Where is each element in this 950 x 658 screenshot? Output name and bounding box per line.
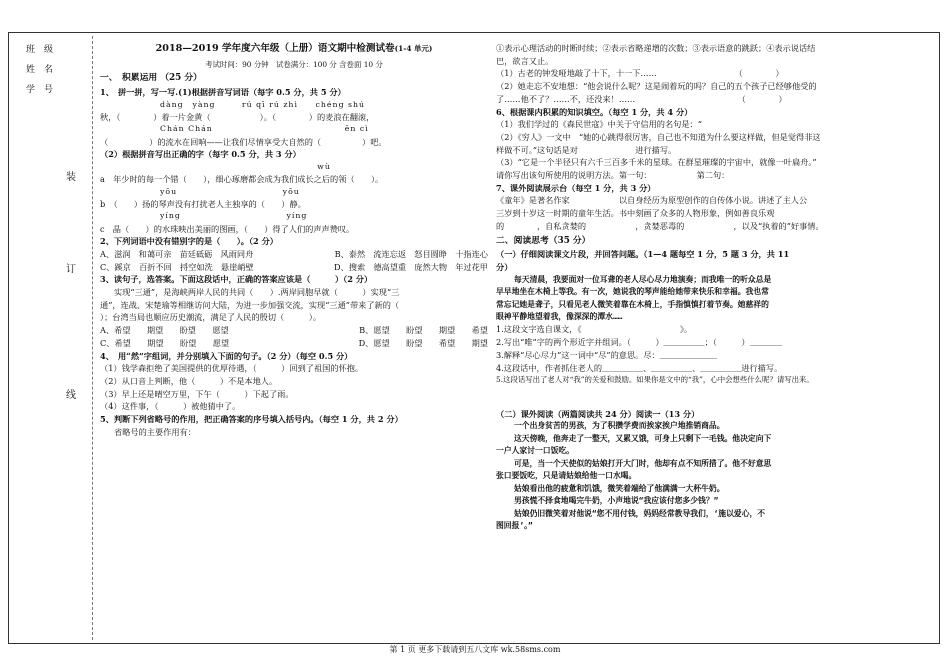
part1-heading: 一、 积累运用 （25 分）: [100, 73, 202, 84]
q1-pinyin-2: Chán Chán ēn cì: [160, 124, 369, 134]
exam-title: [100, 42, 488, 57]
part3-heading: （二）课外阅读（两篇阅读共 24 分）阅读一（13 分）: [496, 408, 700, 419]
q4-options-row-1: [100, 324, 488, 337]
class-label: 班 级: [26, 45, 54, 55]
q5-line-1: （1）钱学森拒绝了美国提供的优厚待遇，（ ）回到了祖国的怀抱。: [100, 363, 364, 374]
article-line-2: 早早地坐在木椅上等我。有一次，她说我的琴声能给她带来快乐和幸福。我也常: [496, 287, 769, 297]
q6-heading: 5、判断下列省略号的作用，把正确答案的序号填入括号内。（每空 1 分，共 2 分）: [100, 414, 403, 425]
binding-char-zhuang: 装: [66, 172, 76, 183]
q5-line-2: （2）从口音上判断，他（ ）不是本地人。: [100, 376, 278, 386]
story-line-9: 图回报’。”: [496, 521, 533, 531]
reading-q1: 1.这段文字选自课文，《 》。: [496, 324, 693, 335]
q4-heading: 3、读句子，选答案。下面这段话中，正确的答案应该是（ ）（2 分）: [100, 274, 373, 285]
q2-pinyin-1: wù: [317, 161, 331, 171]
q3-option-c: C、蹊京 百折不回 捋空如洗 悬崖峭壁: [100, 261, 254, 272]
q3-heading: 2、下列词语中没有错别字的是（ ）。（2 分）: [100, 236, 278, 247]
q6-knowledge-5: 请你写出该句所使用的说明方法。第一句： 第二句：: [496, 170, 730, 181]
answer-space: [496, 386, 936, 408]
q4-option-c: C、希望 期望 盼望 愿望: [100, 337, 230, 348]
student-info: [26, 40, 53, 100]
story-line-1: 一个出身贫苦的男孩，为了积攒学费而挨家挨户地推销商品。: [514, 421, 725, 431]
q4-options-row-2: [100, 337, 488, 350]
exam-subtitle: 考试时间：90 分钟 试卷满分：100 分 含卷面 10 分: [205, 59, 383, 69]
q4-text-1: 实现“三通”，是海峡两岸人民的共同（ ）.两岸同胞早就（ ）实现“三: [114, 287, 400, 298]
id-label: 学 号: [26, 85, 54, 95]
q6-knowledge-1: （1）我们学过的《森民世寇》中关于守信用的名句是：“: [496, 119, 702, 130]
article-line-1: 每天清晨，我要面对一位耳聋的老人尽心尽力地演奏；而我唯一的听众总是: [514, 274, 772, 284]
story-line-5: 张口要饭吃，只是请姑娘给他一口水喝。: [496, 471, 637, 481]
story-line-7: 男孩慌不择食地喝完牛奶，小声地说“我应该付您多少钱？”: [514, 496, 719, 506]
q3-options-row-2: [100, 261, 488, 274]
q3-option-d: D、搜索 德高望重 庞然大物 年过花甲: [334, 261, 488, 272]
q2-pinyin-2: yōu yōu: [160, 186, 300, 196]
q6-knowledge-heading: 6、根据课内积累的知识填空。（每空 1 分，共 4 分）: [496, 106, 693, 117]
q2-pinyin-3: yíng yíng: [160, 211, 308, 221]
part2-heading: 二、阅读思考（35 分）: [496, 235, 591, 246]
q4-option-d: D、愿望 盼望 希望 期望: [358, 337, 488, 348]
reading-q5: 5.这段话写出了老人对“我”的关爱和鼓励。如果你是文中的“我”，心中会想些什么呢？请写出来。: [496, 375, 814, 385]
right-column: [496, 42, 936, 533]
q5-line-3: （3）早上还是晴空万里，下午（ ）下起了雨。: [100, 388, 294, 399]
story-line-8: 姑娘仍旧微笑着对他说“您不用付钱，妈妈经常教导我们，‘施以爱心，不: [514, 508, 766, 518]
r-intro-1: ①表示心理活动的时断时续；②表示省略递增的次数；③表示语意的跳跃；④表示说话结: [496, 43, 816, 53]
r-intro-2: 巴，欲言又止。: [496, 55, 554, 66]
q1-pinyin-1: dàng yàng rú qī rú zhì chéng shú: [160, 99, 366, 109]
article-line-3: 常忘记她是聋子，只看见老人微笑着靠在木椅上，手指慎慎打着节奏。她慈祥的: [496, 299, 769, 309]
q4-text-2: 通”，连战、宋楚瑜等相继访问大陆，为进一步加强交流，实现“三通”带来了新的（: [100, 299, 416, 310]
q5-heading: 4、 用“然”字组词，并分别填入下面的句子。（2 分）（每空 0.5 分）: [100, 350, 353, 361]
story-line-2: 这天傍晚，他奔走了一整天，又累又饿，可身上只剩下一毛钱。他决定向下: [514, 433, 772, 443]
q7-line-2: 三岁到十岁这一时期的童年生活。书中刻画了众多的人物形象，例如善良乐观: [496, 208, 775, 219]
q3-option-a: A、滋润 和蔼可亲 苗廷砥砺 风雨同舟: [100, 248, 254, 259]
q2-line-3: c 晶（ ）的水珠映出美丽的图画，（ ）得了人们的声声赞叹。: [100, 223, 355, 234]
q6-knowledge-3: 样做不可。”这句话是对 进行描写。: [496, 144, 677, 155]
r-line-3: 了……他不了？……不，还没来！…… （ ）: [496, 93, 787, 104]
q5-line-4: （4）这件事，（ ）被他猜中了。: [100, 401, 241, 412]
reading-q3: 3.解释“尽心尽力”这一词中“尽”的意思。尽：＿＿＿＿＿＿＿: [496, 349, 718, 360]
binding-margin: [12, 36, 93, 640]
q2-heading: （2）根据拼音写出正确的字（每字 0.5 分，共 3 分）: [100, 149, 301, 160]
exam-title-suffix: (1-4 单元): [394, 44, 433, 53]
q6-knowledge-2: （2）《穷人》一文中 “她的心跳得很厉害，自己也不知道为什么要这样做，但是觉得非这: [496, 131, 821, 142]
story-line-4: 可是，当一个天使似的姑娘打开大门时，他却有点不知所措了。他不好意思: [514, 458, 772, 468]
q1-heading: 1、 拼一拼，写一写.(1)根据拼音写词语（每字 0.5 分，共 5 分）: [100, 86, 346, 97]
story-line-3: 一户人家讨一口饭吃。: [496, 446, 574, 456]
left-column: [100, 42, 488, 439]
binding-char-xian: 线: [66, 390, 76, 401]
page-footer: 第 1 页 更多下载请到五八文库 wk.58sms.com: [389, 645, 561, 654]
q3-option-b: B、泰然 流连忘返 怒目圆睁 十指连心: [334, 248, 488, 259]
binding-char-ding: 订: [66, 264, 76, 275]
q2-line-2: b （ ）扬的琴声没有打扰老人主独享的（ ）静。: [100, 198, 306, 209]
q7-line-1: 《童年》是著名作家 以自身经历为原型创作的自传体小说。讲述了主人公: [496, 195, 808, 206]
q7-line-3: 的 ，自私贪婪的 ，贪婪恶毒的 ，以及“执着的”好事情。: [496, 220, 824, 231]
q2-line-1: a 年少时的每一个错（ ），细心琢磨都会成为我们成长之后的领（ ）。: [100, 174, 384, 184]
article-line-4: 眼神平静地望着我，像深深的潭水……: [496, 311, 623, 321]
reading1-heading-2: 分）: [496, 261, 513, 272]
r-line-2: （2）她走忘不安地想：“他会说什么呢？这是闹着玩的吗？自己的五个孩子已经够他受的: [496, 81, 817, 92]
q4-option-b: B、愿望 盼望 期望 希望: [359, 325, 488, 336]
q6-sub: 省略号的主要作用有：: [114, 426, 196, 437]
q4-option-a: A、希望 期望 盼望 愿望: [100, 325, 229, 336]
exam-title-text: 2018—2019 学年度六年级（上册）语文期中检测试卷: [155, 43, 395, 54]
q1-line-2: （ ）的流水在回响——让我们尽情享受大自然的（ ）吧。: [100, 136, 387, 147]
reading-q4: 4.这段话中，作者抓住老人的＿＿＿＿＿、＿＿＿＿＿、＿＿＿＿＿进行描写。: [496, 362, 783, 373]
reading-q2: 2.写出“唯”字的两个形近字并组词。（ ）＿＿＿＿＿；（ ）＿＿＿＿: [496, 337, 783, 348]
q3-options-row-1: [100, 248, 488, 261]
r-line-1: （1）古老的钟发哑地敲了十下，十一下…… （ ）: [496, 68, 784, 79]
story-line-6: 姑娘看出他的疲惫和饥饿，微笑着端给了他满满一大杯牛奶。: [514, 483, 725, 493]
q1-line-1: 秋，（ ）着一片金黄（ ）。（ ）的麦浪在翻滚，: [100, 111, 375, 122]
q6-knowledge-4: （3）“它是一个半径只有六千三百多千米的星球。在群星璀璨的宇宙中，就像一叶扁舟。”: [496, 157, 817, 168]
reading1-heading-1: （一）仔细阅读课文片段，并回答问题。（1—4 题每空 1 分，5 题 3 分，共 11: [496, 249, 790, 260]
q7-heading: 7、课外阅读展示台（每空 1 分，共 3 分）: [496, 182, 656, 193]
name-label: 姓 名: [26, 65, 54, 75]
q4-text-3: ）；台湾当局也顺应历史潮流，满足了人民的殷切（ ）。: [100, 312, 322, 323]
